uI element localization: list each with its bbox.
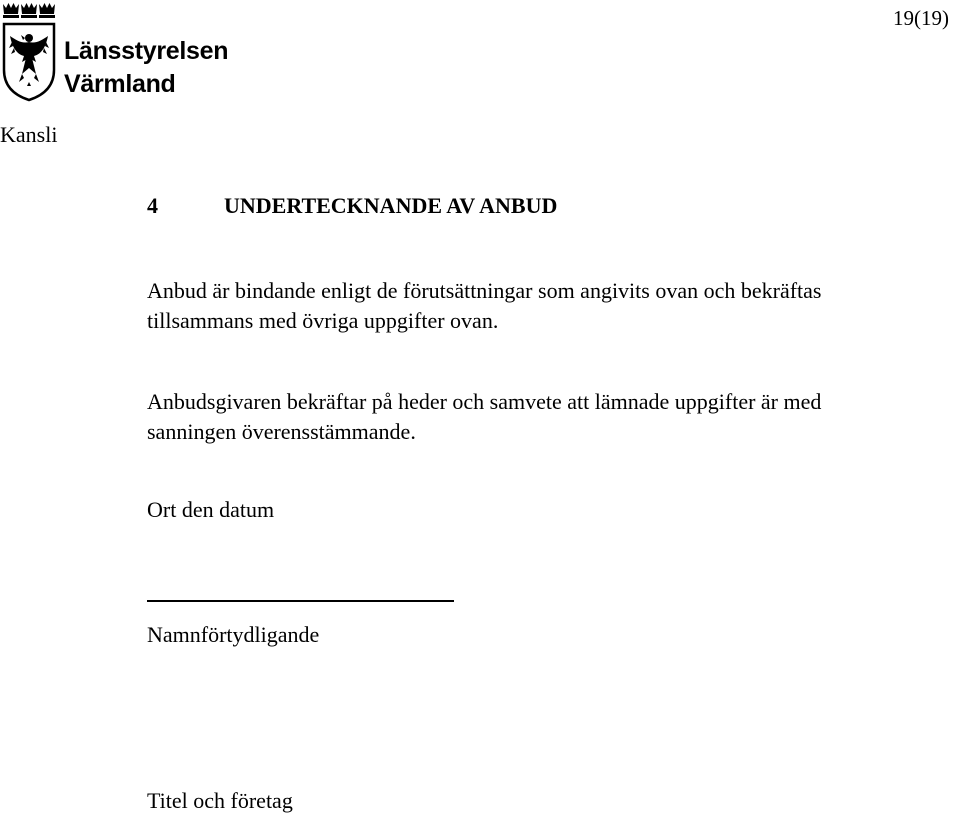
county-coat-of-arms-icon: [0, 0, 58, 104]
department-label: Kansli: [0, 122, 58, 147]
paragraph-binding-offer: [147, 276, 822, 336]
name-clarification-label: Namnförtydligande: [147, 622, 320, 647]
section-title: UNDERTECKNANDE AV ANBUD: [224, 193, 558, 218]
signature-line: [147, 600, 454, 602]
paragraph-line: tillsammans med övriga uppgifter ovan.: [147, 308, 499, 333]
title-company-label: Titel och företag: [147, 788, 293, 813]
page-number: 19(19): [893, 6, 949, 30]
place-date-label: Ort den datum: [147, 497, 275, 522]
logo: [0, 0, 230, 110]
logo-name-line1: Länsstyrelsen: [64, 37, 229, 65]
paragraph-line: Anbud är bindande enligt de förutsättningar som angivits ovan och bekräftas: [147, 278, 822, 303]
section-number: 4: [147, 193, 158, 218]
logo-name-line2: Värmland: [64, 70, 176, 98]
paragraph-honor-statement: [147, 387, 821, 447]
paragraph-line: sanningen överensstämmande.: [147, 419, 416, 444]
paragraph-line: Anbudsgivaren bekräftar på heder och samvete att lämnade uppgifter är med: [147, 389, 822, 414]
